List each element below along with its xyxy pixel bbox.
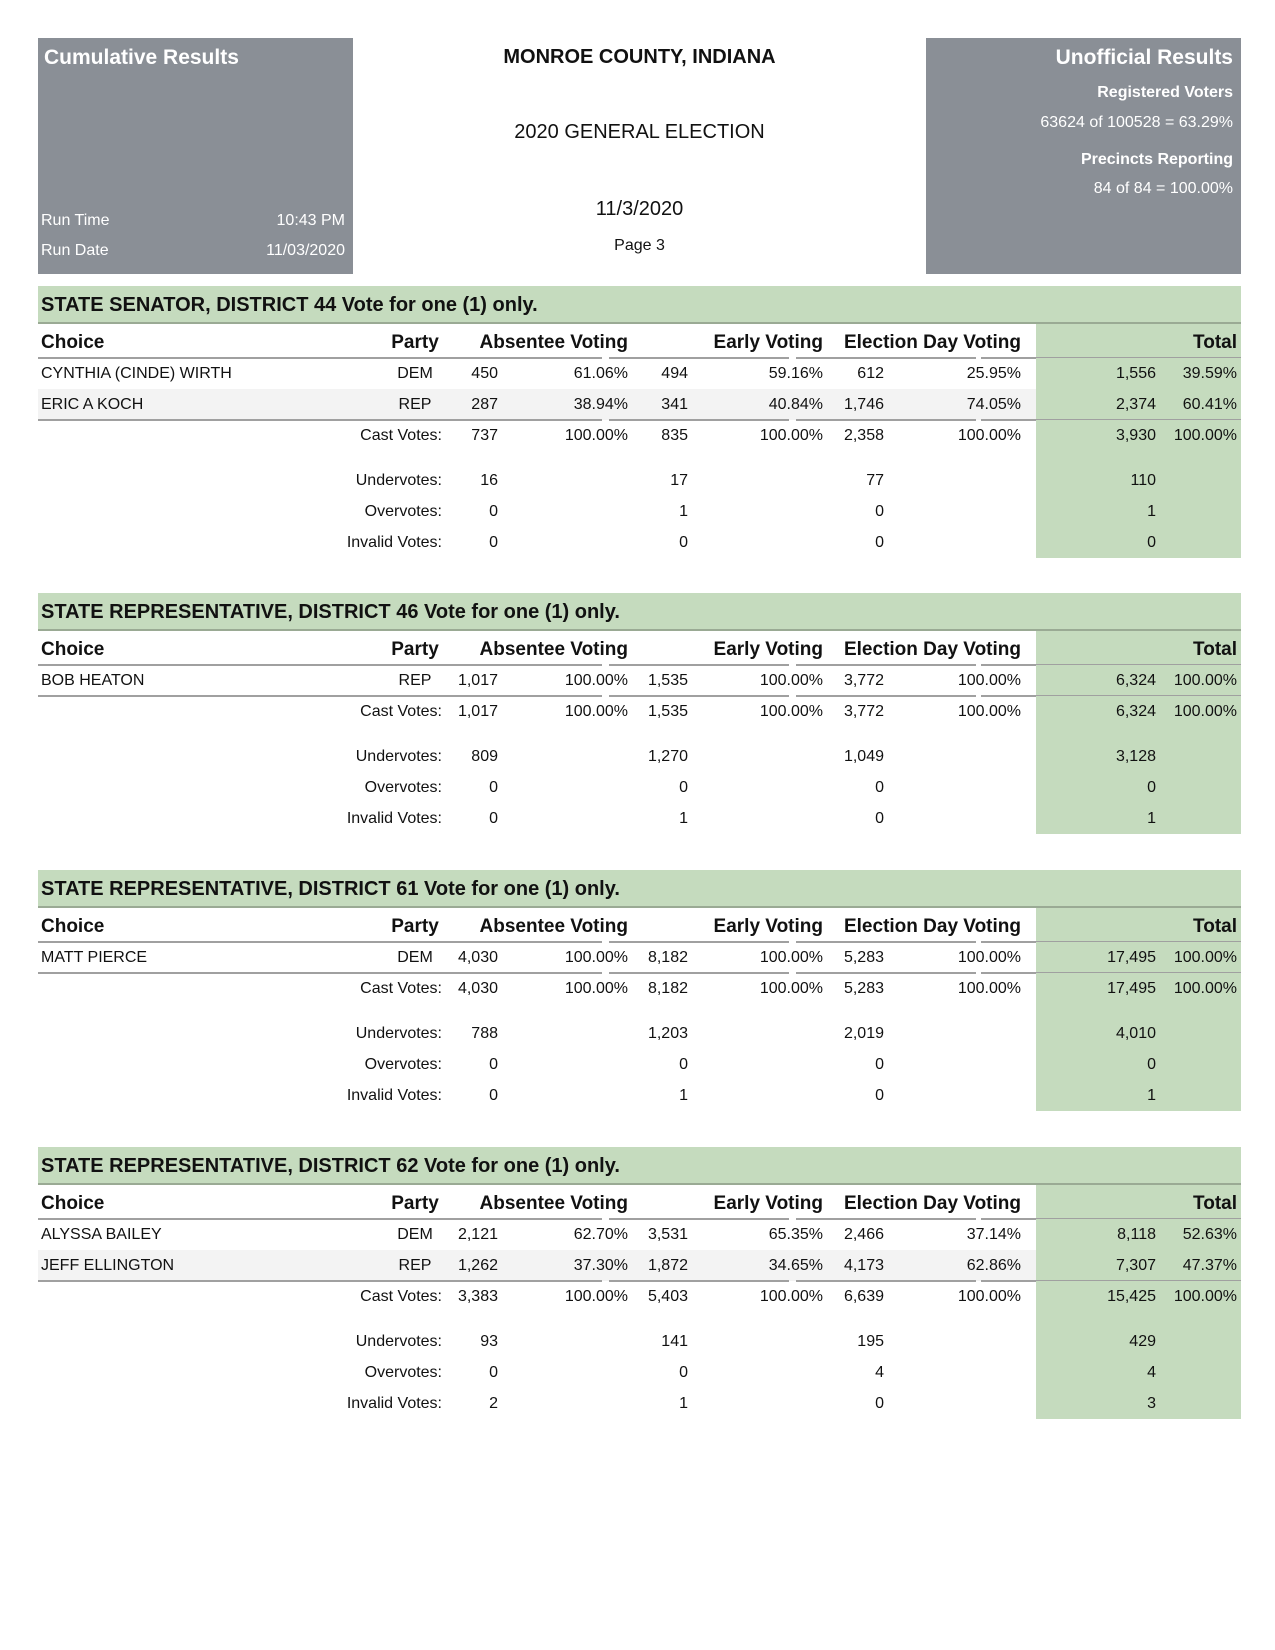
absentee-votes: 287 [471, 396, 498, 413]
election-day-votes: 77 [866, 472, 884, 489]
early-votes: 0 [679, 1056, 688, 1073]
invalid-votes-row [38, 1080, 1241, 1111]
absentee-votes: 0 [489, 1364, 498, 1381]
registered-voters-value: 63624 of 100528 = 63.29% [1040, 114, 1233, 131]
election-day-header: Election Day Voting [843, 1193, 1021, 1214]
election-day-votes: 0 [875, 1056, 884, 1073]
total-votes: 3,128 [1115, 748, 1156, 765]
absentee-votes: 4,030 [457, 949, 498, 966]
total-percent: 60.41% [1182, 396, 1237, 413]
election-day-votes: 0 [875, 1395, 884, 1412]
total-column-shade [1036, 772, 1241, 803]
election-day-percent: 62.86% [966, 1257, 1021, 1274]
absentee-votes: 2 [489, 1395, 498, 1412]
election-info [353, 38, 926, 274]
undervotes-row [38, 1326, 1241, 1357]
candidate-name: BOB HEATON [41, 672, 145, 689]
absentee-votes: 3,383 [457, 1288, 498, 1305]
election-day-votes: 0 [875, 779, 884, 796]
run-date-label: Run Date [41, 242, 109, 259]
total-percent: 100.00% [1173, 980, 1237, 997]
total-votes: 429 [1129, 1333, 1156, 1350]
total-column-shade [1036, 496, 1241, 527]
election-day-percent: 100.00% [957, 949, 1021, 966]
precincts-reporting-value: 84 of 84 = 100.00% [1093, 180, 1233, 197]
early-percent: 100.00% [759, 672, 823, 689]
absentee-percent: 100.00% [564, 949, 628, 966]
early-votes: 1,872 [647, 1257, 688, 1274]
precincts-reporting-label: Precincts Reporting [1080, 151, 1233, 168]
absentee-votes: 0 [489, 1087, 498, 1104]
party-header: Party [391, 639, 439, 660]
election-day-votes: 612 [857, 365, 884, 382]
total-votes: 17,495 [1107, 949, 1156, 966]
total-votes: 8,118 [1117, 1226, 1156, 1243]
invalid-votes-label: Invalid Votes: [346, 534, 442, 551]
election-day-votes: 0 [875, 1087, 884, 1104]
undervotes-row [38, 465, 1241, 496]
candidate-row [38, 358, 1241, 389]
early-header: Early Voting [713, 916, 823, 937]
election-day-header: Election Day Voting [843, 639, 1021, 660]
undervotes-label: Undervotes: [355, 1025, 442, 1042]
early-header: Early Voting [713, 332, 823, 353]
invalid-votes-row [38, 527, 1241, 558]
contest-section [38, 870, 1241, 1111]
choice-header: Choice [41, 1193, 105, 1214]
early-votes: 0 [679, 1364, 688, 1381]
total-percent: 100.00% [1173, 427, 1237, 444]
contest-title: STATE REPRESENTATIVE, DISTRICT 61 Vote for one (1) only. [38, 870, 1241, 908]
early-percent: 100.00% [759, 703, 823, 720]
party-header: Party [391, 1193, 439, 1214]
total-votes: 6,324 [1115, 672, 1156, 689]
total-votes: 110 [1130, 472, 1156, 489]
column-header-row [38, 324, 1241, 358]
early-percent: 100.00% [759, 427, 823, 444]
total-column-shade [1036, 727, 1241, 741]
invalid-votes-row [38, 1388, 1241, 1419]
absentee-votes: 2,121 [457, 1226, 498, 1243]
early-votes: 1,203 [647, 1025, 688, 1042]
candidate-row [38, 1219, 1241, 1250]
total-votes: 1 [1147, 503, 1156, 520]
total-percent: 39.59% [1182, 365, 1237, 382]
absentee-votes: 0 [489, 534, 498, 551]
run-time-row [41, 212, 345, 230]
overvotes-label: Overvotes: [364, 779, 442, 796]
election-day-percent: 100.00% [957, 980, 1021, 997]
total-column-shade [1036, 1388, 1241, 1419]
total-percent: 100.00% [1173, 672, 1237, 689]
election-day-percent: 100.00% [957, 703, 1021, 720]
candidate-row [38, 389, 1241, 420]
election-day-votes: 6,639 [843, 1288, 884, 1305]
registered-voters-label: Registered Voters [1097, 84, 1233, 101]
total-votes: 0 [1147, 1056, 1156, 1073]
election-day-votes: 2,358 [843, 427, 884, 444]
early-votes: 141 [661, 1333, 688, 1350]
cast-votes-row [38, 696, 1241, 727]
total-votes: 6,324 [1115, 703, 1156, 720]
early-votes: 1 [679, 1087, 688, 1104]
overvotes-row [38, 772, 1241, 803]
absentee-votes: 93 [480, 1333, 498, 1350]
contest-section [38, 286, 1241, 558]
candidate-row [38, 665, 1241, 696]
total-votes: 1 [1147, 810, 1156, 827]
choice-header: Choice [41, 639, 105, 660]
early-votes: 341 [661, 396, 688, 413]
early-votes: 8,182 [647, 949, 688, 966]
total-column-shade [1036, 1080, 1241, 1111]
party-header: Party [391, 332, 439, 353]
absentee-votes: 788 [471, 1025, 498, 1042]
early-percent: 34.65% [768, 1257, 823, 1274]
choice-header: Choice [41, 916, 105, 937]
election-day-votes: 0 [875, 534, 884, 551]
early-percent: 59.16% [768, 365, 823, 382]
election-day-votes: 2,466 [843, 1226, 884, 1243]
total-column-shade [1036, 803, 1241, 834]
overvotes-row [38, 496, 1241, 527]
contest-section [38, 593, 1241, 834]
column-header-row [38, 631, 1241, 665]
overvotes-label: Overvotes: [364, 1364, 442, 1381]
total-percent: 52.63% [1182, 1226, 1237, 1243]
early-votes: 1,535 [647, 672, 688, 689]
total-votes: 4,010 [1115, 1025, 1156, 1042]
row-gap [38, 727, 1241, 741]
absentee-percent: 100.00% [564, 1288, 628, 1305]
unofficial-results-box [926, 38, 1241, 274]
election-day-votes: 0 [875, 810, 884, 827]
invalid-votes-row [38, 803, 1241, 834]
election-day-percent: 37.14% [966, 1226, 1021, 1243]
absentee-percent: 100.00% [564, 427, 628, 444]
column-header-row [38, 908, 1241, 942]
early-votes: 3,531 [647, 1226, 688, 1243]
row-gap [38, 1312, 1241, 1326]
election-day-votes: 1,746 [843, 396, 884, 413]
absentee-votes: 1,017 [457, 672, 498, 689]
run-date-value: 11/03/2020 [266, 242, 345, 259]
election-day-votes: 0 [875, 503, 884, 520]
cast-votes-label: Cast Votes: [360, 427, 442, 444]
early-percent: 100.00% [759, 949, 823, 966]
candidate-name: ERIC A KOCH [41, 396, 144, 413]
absentee-header: Absentee Voting [479, 639, 628, 660]
early-votes: 0 [679, 779, 688, 796]
early-header: Early Voting [713, 1193, 823, 1214]
absentee-votes: 4,030 [457, 980, 498, 997]
candidate-party: DEM [397, 365, 433, 382]
early-votes: 494 [661, 365, 688, 382]
invalid-votes-label: Invalid Votes: [346, 1395, 442, 1412]
county-name: MONROE COUNTY, INDIANA [503, 46, 776, 68]
early-votes: 1 [679, 503, 688, 520]
total-votes: 3 [1147, 1395, 1156, 1412]
row-gap [38, 451, 1241, 465]
total-percent: 100.00% [1173, 949, 1237, 966]
party-header: Party [391, 916, 439, 937]
absentee-percent: 62.70% [573, 1226, 628, 1243]
report-header [38, 38, 1241, 274]
run-time-label: Run Time [41, 212, 110, 229]
undervotes-label: Undervotes: [355, 472, 442, 489]
candidate-name: ALYSSA BAILEY [41, 1226, 162, 1243]
total-header: Total [1193, 1193, 1237, 1214]
cast-votes-row [38, 420, 1241, 451]
absentee-votes: 16 [480, 472, 498, 489]
undervotes-label: Undervotes: [355, 748, 442, 765]
contest-section [38, 1147, 1241, 1419]
early-percent: 65.35% [768, 1226, 823, 1243]
total-percent: 100.00% [1173, 1288, 1237, 1305]
absentee-header: Absentee Voting [479, 916, 628, 937]
early-header: Early Voting [713, 639, 823, 660]
election-day-header: Election Day Voting [843, 916, 1021, 937]
election-day-header: Election Day Voting [843, 332, 1021, 353]
absentee-votes: 737 [471, 427, 498, 444]
run-time-value: 10:43 PM [276, 212, 345, 229]
absentee-votes: 809 [471, 748, 498, 765]
election-day-votes: 2,019 [843, 1025, 884, 1042]
early-votes: 17 [670, 472, 688, 489]
absentee-percent: 61.06% [573, 365, 628, 382]
candidate-name: CYNTHIA (CINDE) WIRTH [41, 365, 232, 382]
early-votes: 1 [679, 810, 688, 827]
overvotes-row [38, 1049, 1241, 1080]
election-day-percent: 25.95% [966, 365, 1021, 382]
absentee-percent: 100.00% [564, 703, 628, 720]
undervotes-row [38, 1018, 1241, 1049]
absentee-votes: 1,262 [457, 1257, 498, 1274]
overvotes-label: Overvotes: [364, 1056, 442, 1073]
early-votes: 0 [679, 534, 688, 551]
unofficial-results-title: Unofficial Results [1055, 46, 1233, 69]
election-day-votes: 5,283 [843, 949, 884, 966]
candidate-row [38, 1250, 1241, 1281]
election-date: 11/3/2020 [595, 198, 684, 220]
contest-title: STATE REPRESENTATIVE, DISTRICT 62 Vote for one (1) only. [38, 1147, 1241, 1185]
absentee-votes: 0 [489, 1056, 498, 1073]
absentee-votes: 0 [489, 503, 498, 520]
cumulative-results-title: Cumulative Results [44, 46, 239, 69]
run-date-row [41, 242, 345, 260]
absentee-votes: 450 [471, 365, 498, 382]
invalid-votes-label: Invalid Votes: [346, 1087, 442, 1104]
total-column-shade [1036, 1004, 1241, 1018]
total-votes: 1,556 [1115, 365, 1156, 382]
absentee-header: Absentee Voting [479, 1193, 628, 1214]
total-votes: 1 [1147, 1087, 1156, 1104]
election-name: 2020 GENERAL ELECTION [514, 121, 765, 143]
election-day-percent: 100.00% [957, 672, 1021, 689]
election-day-votes: 195 [857, 1333, 884, 1350]
absentee-percent: 37.30% [573, 1257, 628, 1274]
election-day-votes: 1,049 [843, 748, 884, 765]
early-votes: 1,535 [647, 703, 688, 720]
absentee-votes: 1,017 [457, 703, 498, 720]
candidate-name: JEFF ELLINGTON [41, 1257, 175, 1274]
candidate-party: REP [398, 1257, 432, 1274]
cast-votes-row [38, 973, 1241, 1004]
overvotes-label: Overvotes: [364, 503, 442, 520]
total-votes: 3,930 [1115, 427, 1156, 444]
candidate-party: DEM [397, 1226, 433, 1243]
total-column-shade [1036, 451, 1241, 465]
total-header: Total [1193, 916, 1237, 937]
cumulative-results-box [38, 38, 353, 274]
total-votes: 4 [1147, 1364, 1156, 1381]
invalid-votes-label: Invalid Votes: [346, 810, 442, 827]
total-column-shade [1036, 1312, 1241, 1326]
total-votes: 0 [1147, 779, 1156, 796]
total-column-shade [1036, 1357, 1241, 1388]
total-percent: 100.00% [1173, 703, 1237, 720]
early-percent: 100.00% [759, 980, 823, 997]
early-votes: 1 [679, 1395, 688, 1412]
election-day-votes: 3,772 [843, 672, 884, 689]
absentee-votes: 0 [489, 810, 498, 827]
contest-title: STATE REPRESENTATIVE, DISTRICT 46 Vote for one (1) only. [38, 593, 1241, 631]
early-percent: 100.00% [759, 1288, 823, 1305]
absentee-votes: 0 [489, 779, 498, 796]
early-votes: 1,270 [647, 748, 688, 765]
early-votes: 8,182 [647, 980, 688, 997]
absentee-header: Absentee Voting [479, 332, 628, 353]
cast-votes-label: Cast Votes: [360, 1288, 442, 1305]
total-column-shade [1036, 527, 1241, 558]
undervotes-row [38, 741, 1241, 772]
candidate-name: MATT PIERCE [41, 949, 148, 966]
cast-votes-label: Cast Votes: [360, 980, 442, 997]
total-percent: 47.37% [1182, 1257, 1237, 1274]
election-day-votes: 4,173 [843, 1257, 884, 1274]
early-votes: 835 [661, 427, 688, 444]
election-day-votes: 4 [875, 1364, 884, 1381]
total-votes: 17,495 [1107, 980, 1156, 997]
early-votes: 5,403 [647, 1288, 688, 1305]
row-gap [38, 1004, 1241, 1018]
candidate-party: REP [398, 396, 432, 413]
total-header: Total [1193, 639, 1237, 660]
choice-header: Choice [41, 332, 105, 353]
election-day-votes: 5,283 [843, 980, 884, 997]
candidate-row [38, 942, 1241, 973]
total-votes: 7,307 [1115, 1257, 1156, 1274]
undervotes-label: Undervotes: [355, 1333, 442, 1350]
absentee-percent: 38.94% [573, 396, 628, 413]
total-header: Total [1193, 332, 1237, 353]
election-day-percent: 100.00% [957, 427, 1021, 444]
column-header-row [38, 1185, 1241, 1219]
total-votes: 0 [1147, 534, 1156, 551]
election-day-percent: 74.05% [966, 396, 1021, 413]
total-votes: 15,425 [1107, 1288, 1156, 1305]
total-votes: 2,374 [1115, 396, 1156, 413]
cast-votes-label: Cast Votes: [360, 703, 442, 720]
candidate-party: REP [398, 672, 432, 689]
cast-votes-row [38, 1281, 1241, 1312]
election-day-percent: 100.00% [957, 1288, 1021, 1305]
election-day-votes: 3,772 [843, 703, 884, 720]
contest-title: STATE SENATOR, DISTRICT 44 Vote for one (1) only. [38, 286, 1241, 324]
absentee-percent: 100.00% [564, 672, 628, 689]
candidate-party: DEM [397, 949, 433, 966]
overvotes-row [38, 1357, 1241, 1388]
absentee-percent: 100.00% [564, 980, 628, 997]
page-number: Page 3 [614, 237, 665, 254]
total-column-shade [1036, 1049, 1241, 1080]
early-percent: 40.84% [768, 396, 823, 413]
